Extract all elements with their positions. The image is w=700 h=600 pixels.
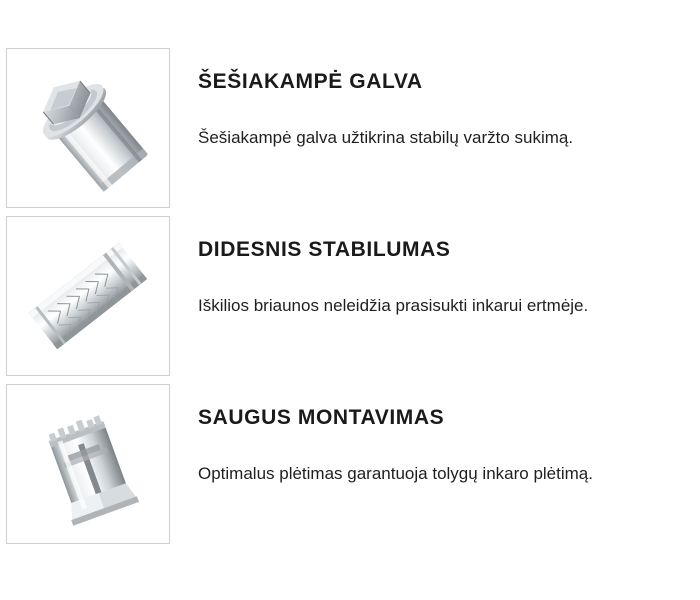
feature-text bbox=[170, 48, 700, 149]
anchor-shaft-ribs-photo bbox=[7, 217, 169, 375]
feature-title: DIDESNIS STABILUMAS bbox=[198, 238, 451, 261]
feature-title: ŠEŠIAKAMPĖ GALVA bbox=[198, 70, 423, 93]
feature-row bbox=[0, 384, 700, 546]
feature-image-frame bbox=[6, 216, 170, 376]
hex-head-bolt-photo bbox=[7, 49, 169, 207]
feature-description: Optimalus plėtimas garantuoja tolygų inkaro plėtimą. bbox=[198, 464, 593, 484]
feature-image-frame bbox=[6, 384, 170, 544]
feature-text bbox=[170, 384, 700, 485]
anchor-expansion-tip-photo bbox=[7, 385, 169, 543]
feature-description: Šešiakampė galva užtikrina stabilų varžto sukimą. bbox=[198, 128, 574, 148]
feature-image-frame bbox=[6, 48, 170, 208]
feature-row bbox=[0, 48, 700, 210]
feature-title: SAUGUS MONTAVIMAS bbox=[198, 406, 445, 429]
feature-description: Iškilios briaunos neleidžia prasisukti inkarui ertmėje. bbox=[198, 296, 589, 316]
feature-text bbox=[170, 216, 700, 317]
feature-row bbox=[0, 216, 700, 378]
